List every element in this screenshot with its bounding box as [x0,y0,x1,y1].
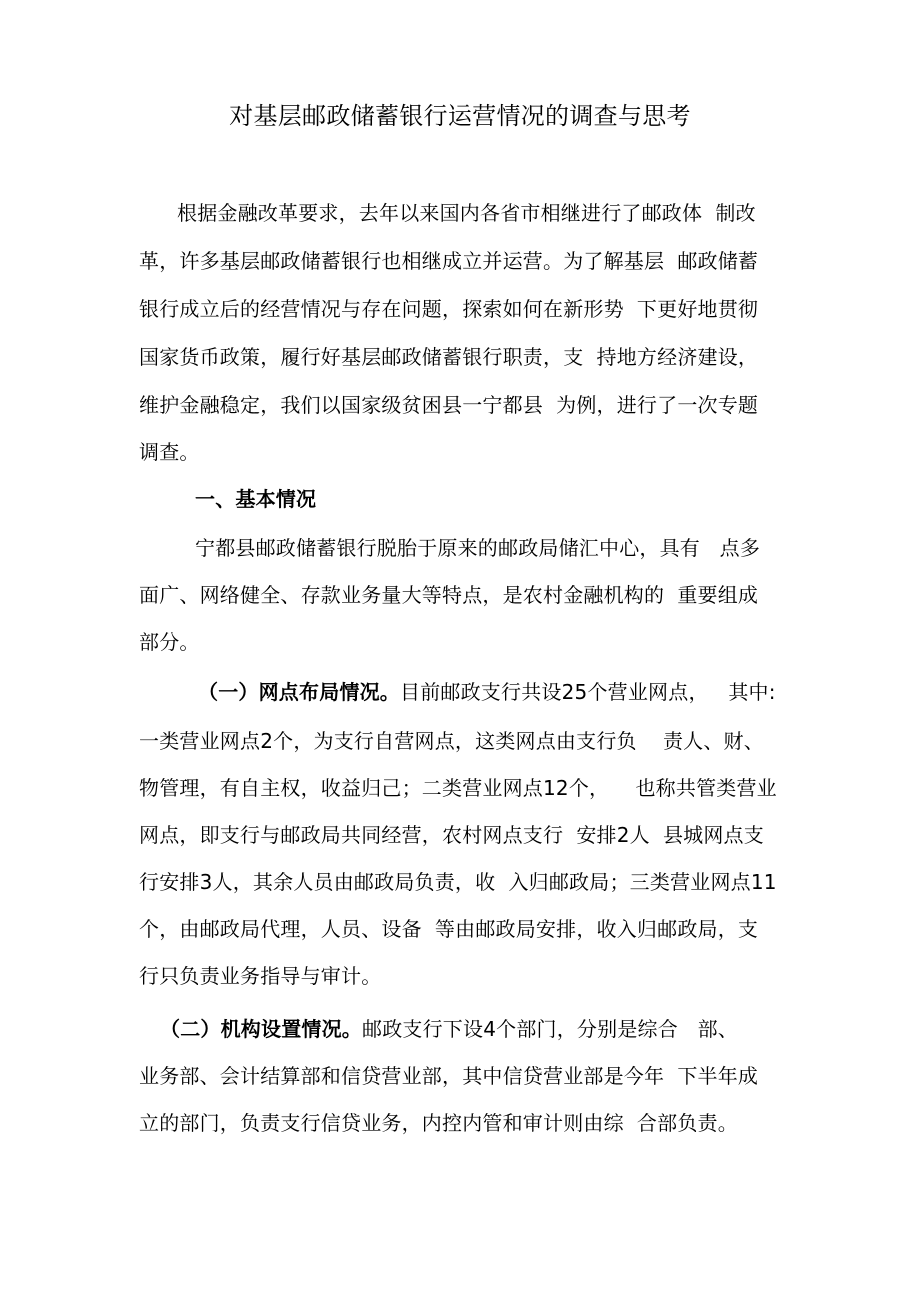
intro-line-1: 根据金融改革要求，去年以来国内各省市相继进行了邮政体 制改 [177,201,756,225]
sub1-line-4: 网点，即支行与邮政局共同经营，农村网点支行 安排2人 县城网点支 [139,823,764,847]
sub1-line-3: 物管理，有自主权，收益归己；二类营业网点12个， 也称共管类营业 [139,776,777,800]
sub1-heading: （一）网点布局情况。 [198,680,400,704]
intro-line-6: 调查。 [139,440,200,464]
sub2-line-2: 业务部、会计结算部和信贷营业部，其中信贷营业部是今年 下半年成 [139,1064,759,1088]
section1-heading: 一、基本情况 [195,487,317,511]
sub1-first-line [198,677,776,707]
basic-line-2: 面广、网络健全、存款业务量大等特点，是农村金融机构的 重要组成 [139,583,759,607]
basic-line-1: 宁都县邮政储蓄银行脱胎于原来的邮政局储汇中心，具有 点多 [195,536,761,560]
document-title: 对基层邮政储蓄银行运营情况的调查与思考 [229,102,691,130]
sub2-heading: （二）机构设置情况。 [160,1017,362,1041]
intro-line-4: 国家货币政策，履行好基层邮政储蓄银行职责，支 持地方经济建设， [139,345,759,369]
intro-line-5: 维护金融稳定，我们以国家级贫困县一宁都县 为例，进行了一次专题 [139,393,759,417]
sub2-line-3: 立的部门，负责支行信贷业务，内控内管和审计则由综 合部负责。 [139,1111,738,1135]
sub1-line-7: 行只负责业务指导与审计。 [139,964,382,988]
basic-line-3: 部分。 [139,630,200,654]
sub2-first-line [160,1014,738,1044]
sub1-line-5: 行安排3人，其余人员由邮政局负责，收 入归邮政局；三类营业网点11 [139,870,777,894]
sub2-first-line-text: 邮政支行下设4个部门，分别是综合 部、 [362,1017,738,1041]
intro-line-3: 银行成立后的经营情况与存在问题，探索如何在新形势 下更好地贯彻 [139,297,759,321]
sub1-line-2: 一类营业网点2个，为支行自营网点，这类网点由支行负 责人、财、 [139,729,764,753]
sub1-line-6: 个，由邮政局代理，人员、设备 等由邮政局安排，收入归邮政局，支 [139,917,759,941]
sub1-first-line-text: 目前邮政支行共设25个营业网点， 其中: [400,680,776,704]
intro-line-2: 革，许多基层邮政储蓄银行也相继成立并运营。为了解基层 邮政储蓄 [139,249,759,273]
